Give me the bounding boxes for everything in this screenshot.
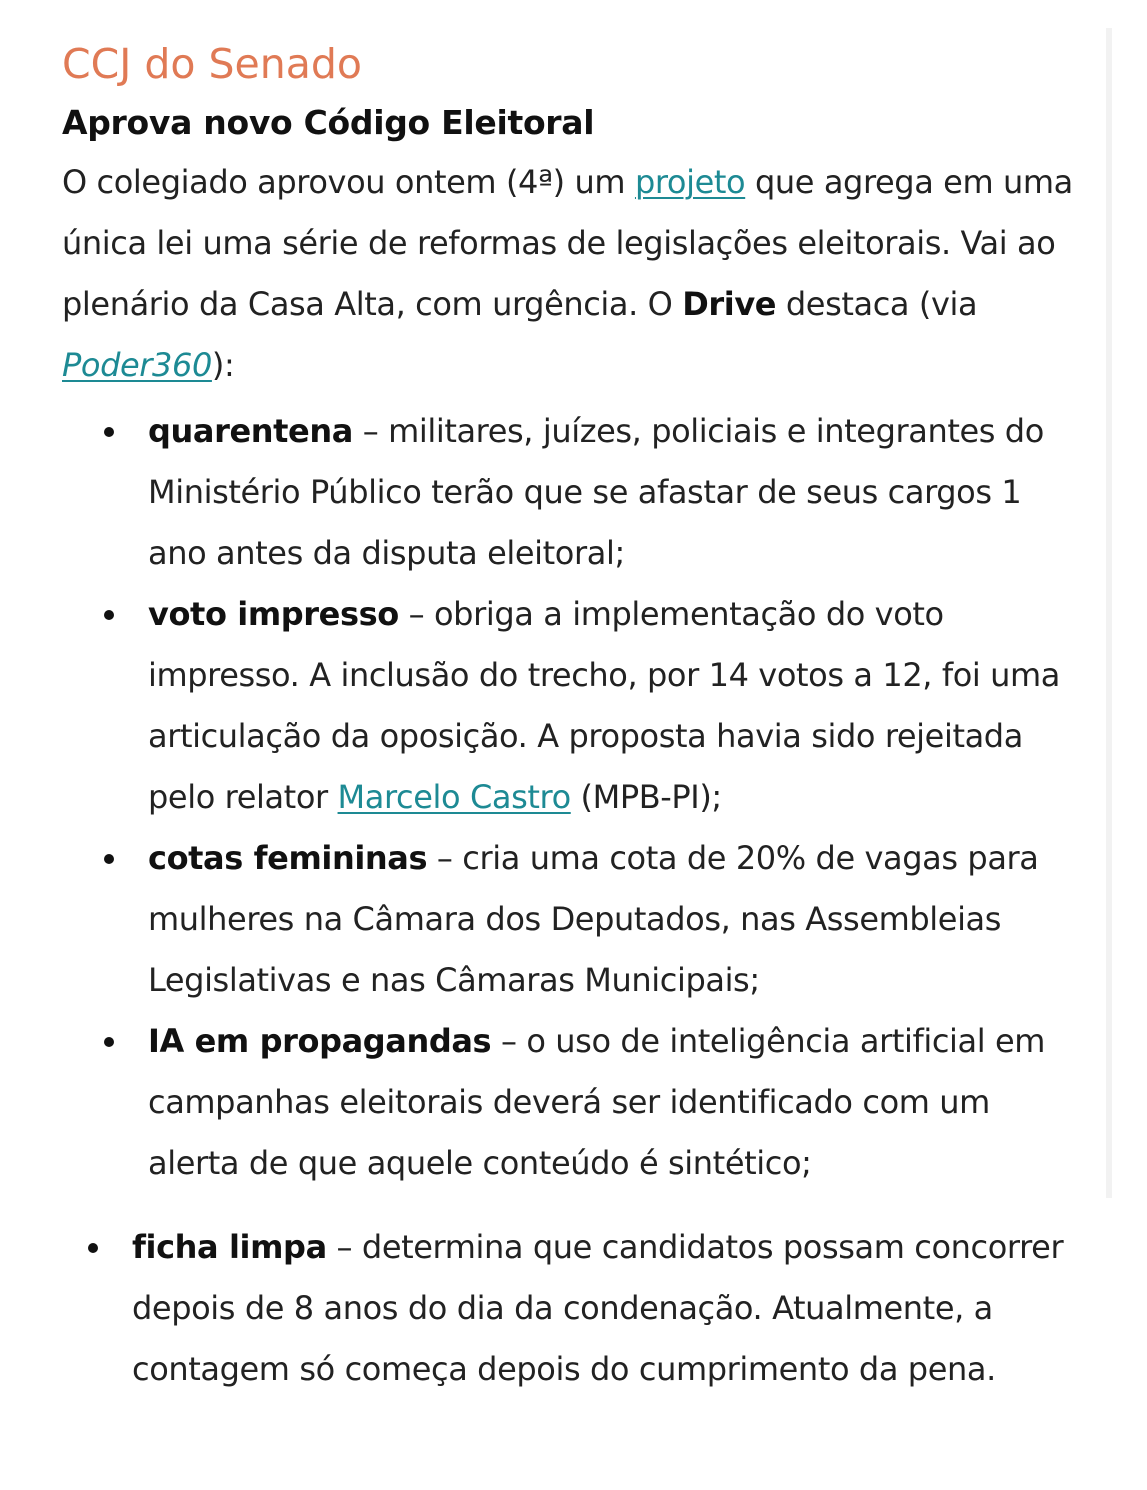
intro-text: ):: [211, 346, 235, 384]
highlights-list-continued: [132, 1217, 1072, 1400]
intro-text: destaca (via: [776, 285, 978, 323]
list-item: [148, 584, 1088, 828]
poder360-link[interactable]: Poder360: [62, 346, 212, 384]
bullet-term: voto impresso: [148, 595, 399, 633]
marcelo-castro-link[interactable]: Marcelo Castro: [337, 778, 571, 816]
highlights-list: [148, 401, 1088, 1194]
bullet-term: IA em propagandas: [148, 1022, 492, 1060]
bullet-term: quarentena: [148, 412, 353, 450]
intro-text: O colegiado aprovou ontem (4ª) um: [62, 163, 635, 201]
list-item: [148, 828, 1088, 1011]
section-kicker: CCJ do Senado: [62, 40, 362, 88]
bullet-text: – determina que candidatos possam concorrer depois de 8 anos do dia da condenação. Atualmente, a contagem só começa depois do cumprimento da pena.: [132, 1228, 1064, 1388]
headline: Aprova novo Código Eleitoral: [62, 103, 595, 142]
bullet-text: – o uso de inteligência artificial em campanhas eleitorais deverá ser identificado com um alerta de que aquele conteúdo é sintético;: [148, 1022, 1046, 1182]
projeto-link[interactable]: projeto: [634, 163, 746, 201]
list-item: [148, 1011, 1088, 1194]
bullet-term: cotas femininas: [148, 839, 428, 877]
bullet-text: – militares, juízes, policiais e integrantes do Ministério Público terão que se afastar de seus cargos 1 ano antes da disputa eleitoral;: [148, 412, 1044, 572]
intro-text: que agrega em uma única lei uma série de reformas de legislações eleitorais. Vai ao plenário da Casa Alta, com urgência. O: [62, 163, 1073, 323]
bullet-icon: [104, 1037, 114, 1047]
list-item: [132, 1217, 1072, 1400]
bullet-term: ficha limpa: [132, 1228, 327, 1266]
bullet-text: (MPB-PI);: [570, 778, 722, 816]
drive-bold: Drive: [682, 285, 777, 323]
bullet-text: – obriga a implementação do voto impresso. A inclusão do trecho, por 14 votos a 12, foi uma articulação da oposição. A proposta havia sido rejeitada pelo relator: [148, 595, 1061, 816]
bullet-icon: [104, 427, 114, 437]
intro-paragraph: [62, 152, 1082, 396]
bullet-text: – cria uma cota de 20% de vagas para mulheres na Câmara dos Deputados, nas Assembleias Legislativas e nas Câmaras Municipais;: [148, 839, 1039, 999]
bullet-icon: [88, 1243, 98, 1253]
list-item: [148, 401, 1088, 584]
right-divider: [1106, 28, 1112, 1198]
article: [62, 34, 1082, 396]
bullet-icon: [104, 610, 114, 620]
bullet-icon: [104, 854, 114, 864]
